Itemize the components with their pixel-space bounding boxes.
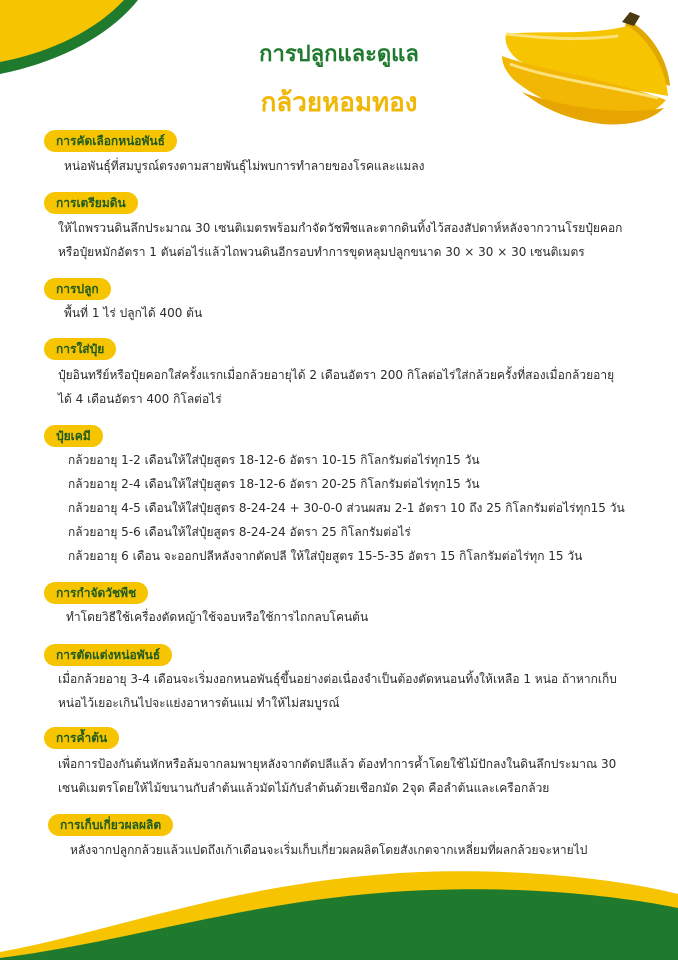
section-heading-planting: การปลูก [44, 278, 111, 300]
section-text-propping: เพื่อการป้องกันต้นหักหรือล้มจากลมพายุหลังจากตัดปลีแล้ว ต้องทำการค้ำโดยใช้ไม้ปักลงในดินลึกประมาณ 30 เซนติเมตรโดยให้ไม้ขนานกับลำต้นแล้วมัดไม้กับลำต้นด้วยเชือกมัด 2จุด คือลำต้นและเครือกล้วย [58, 757, 617, 795]
section-heading-pruning: การตัดแต่งหน่อพันธ์ [44, 644, 172, 666]
section-heading-propping: การค้ำต้น [44, 727, 119, 749]
section-heading-chemical: ปุ๋ยเคมี [44, 425, 103, 447]
section-heading-fertilizer: การใส่ปุ๋ย [44, 338, 116, 360]
bottom-wave-decoration [0, 860, 678, 960]
section-text-soil: ให้ไถพรวนดินลึกประมาณ 30 เซนติเมตรพร้อมกำจัดวัชพืชและตากดินทิ้งไว้สองสัปดาห์หลังจากวานโรยปุ๋ยคอกหรือปุ๋ยหมักอัตรา 1 ตันต่อไร่แล้วไถพวนดินอีกรอบทำการขุดหลุมปลูกขนาด 30 × 30 × 30 เซนติเมตร [58, 221, 623, 259]
chemical-line-3: กล้วยอายุ 4-5 เดือนให้ใส่ปุ๋ยสูตร 8-24-24 + 30-0-0 ส่วนผสม 2-1 อัตรา 10 ถึง 25 กิโลกรัมต่อไร่ทุก15 วัน [68, 501, 625, 515]
chemical-line-2: กล้วยอายุ 2-4 เดือนให้ใส่ปุ๋ยสูตร 18-12-6 อัตรา 20-25 กิโลกรัมต่อไร่ทุก15 วัน [68, 477, 480, 491]
section-text-weeding: ทำโดยวิธีใช้เครื่องตัดหญ้าใช้จอบหรือใช้การไถกลบโคนต้น [66, 610, 369, 624]
section-text-fertilizer: ปุ๋ยอินทรีย์หรือปุ๋ยคอกใส่ครั้งแรกเมื่อกล้วยอายุได้ 2 เดือนอัตรา 200 กิโลต่อไร่ใส่กล้วยครั้งที่สองเมื่อกล้วยอายุได้ 4 เดือนอัตรา 400 กิโลต่อไร่ [58, 368, 615, 406]
section-text-pruning: เมื่อกล้วยอายุ 3-4 เดือนจะเริ่มงอกหนอพันธุ์ขึ้นอย่างต่อเนื่องจำเป็นต้องตัดหนอนทิ้งให้เหลือ 1 หน่อ ถ้าหากเก็บหน่อไว้เยอะเกินไปจะแย่งอาหารต้นแม่ ทำให้ไม่สมบูรณ์ [58, 672, 617, 710]
section-text-selection: หน่อพันธุ์ที่สมบูรณ์ตรงตามสายพันธุ์ไม่พบการทำลายของโรคและแมลง [64, 159, 425, 173]
section-heading-selection: การคัดเลือกหน่อพันธ์ [44, 130, 177, 152]
section-heading-harvest: การเก็บเกี่ยวผลผลิต [48, 814, 173, 836]
page-title-line1: การปลูกและดูแล [259, 42, 419, 67]
section-heading-soil: การเตรียมดิน [44, 192, 138, 214]
section-text-planting: พื้นที่ 1 ไร่ ปลูกได้ 400 ต้น [64, 306, 203, 320]
page-title-line2: กล้วยหอมทอง [260, 88, 418, 118]
section-text-harvest: หลังจากปลูกกล้วยแล้วแปดถึงเก้าเดือนจะเริ่มเก็บเกี่ยวผลผลิตโดยสังเกตจากเหลี่ยมที่ผลกล้วยจะหายไป [70, 843, 588, 857]
chemical-line-1: กล้วยอายุ 1-2 เดือนให้ใส่ปุ๋ยสูตร 18-12-6 อัตรา 10-15 กิโลกรัมต่อไร่ทุก15 วัน [68, 453, 480, 467]
section-heading-weeding: การกำจัดวัชพืช [44, 582, 148, 604]
chemical-line-5: กล้วยอายุ 6 เดือน จะออกปลีหลังจากตัดปลี ให้ใส่ปุ๋ยสูตร 15-5-35 อัตรา 15 กิโลกรัมต่อไร่ทุก 15 วัน [68, 549, 583, 563]
chemical-line-4: กล้วยอายุ 5-6 เดือนให้ใส่ปุ๋ยสูตร 8-24-24 อัตรา 25 กิโลกรัมต่อไร่ [68, 525, 411, 539]
